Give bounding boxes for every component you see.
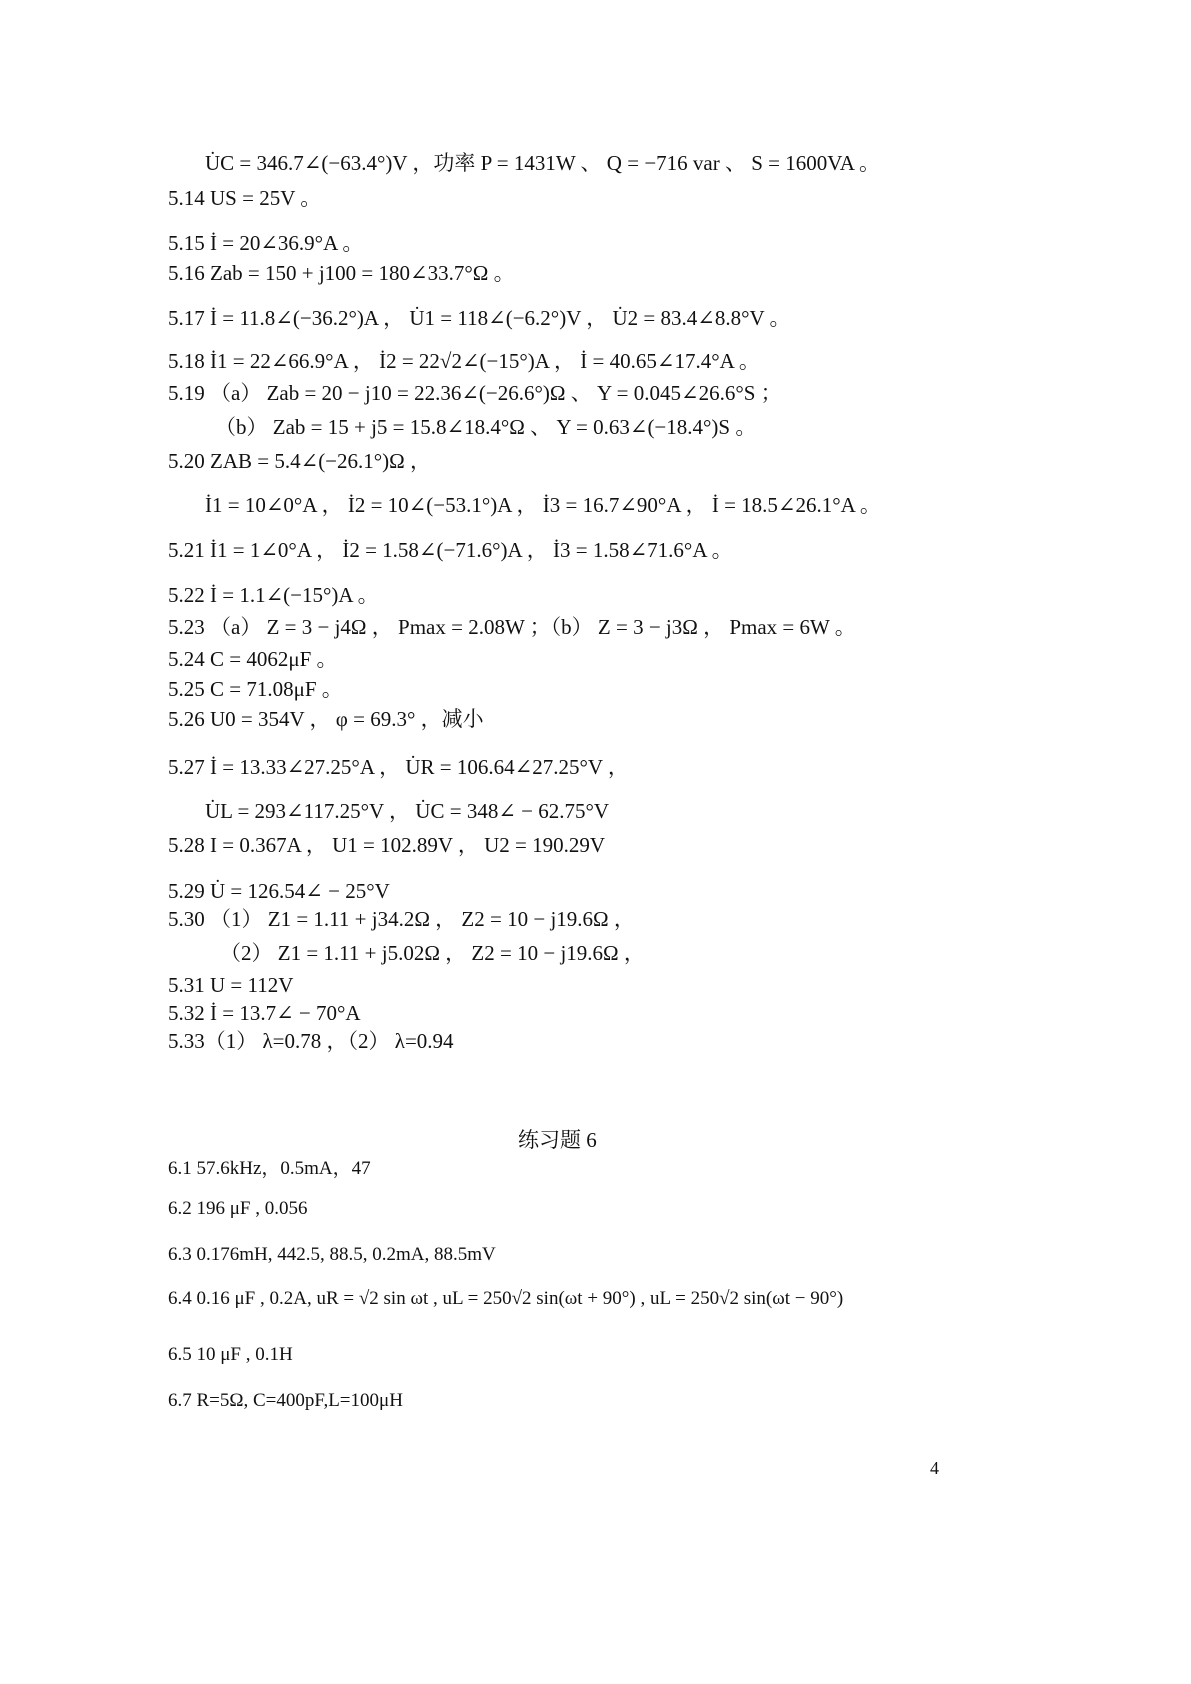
answer-line: 5.27 İ = 13.33∠27.25°A ， U̇R = 106.64∠27.25°V ，: [168, 755, 629, 779]
answer-line: 5.26 U0 = 354V ， φ = 69.3° ，减小: [168, 707, 484, 731]
answer-line: 5.21 İ1 = 1∠0°A ， İ2 = 1.58∠(−71.6°)A ， İ3 = 1.58∠71.6°A 。: [168, 538, 733, 562]
answer-line: 5.22 İ = 1.1∠(−15°)A 。: [168, 583, 379, 607]
answer-line: U̇C = 346.7∠(−63.4°)V ，功率 P = 1431W 、 Q = −716 var 、 S = 1600VA 。: [205, 151, 880, 175]
answer-line: 5.30 （1） Z1 = 1.11 + j34.2Ω ， Z2 = 10 − j19.6Ω ，: [168, 907, 635, 931]
answer-line: 5.16 Zab = 150 + j100 = 180∠33.7°Ω 。: [168, 261, 515, 285]
answer-line: 6.5 10 μF , 0.1H: [168, 1344, 293, 1365]
page-number: 4: [930, 1458, 939, 1478]
answer-line: 6.7 R=5Ω, C=400pF,L=100μH: [168, 1390, 403, 1411]
answer-line: 6.2 196 μF , 0.056: [168, 1198, 308, 1219]
answer-line: 5.19 （a） Zab = 20 − j10 = 22.36∠(−26.6°)Ω 、 Y = 0.045∠26.6°S ；: [168, 381, 782, 405]
answer-line: 6.4 0.16 μF , 0.2A, uR = √2 sin ωt , uL = 250√2 sin(ωt + 90°) , uL = 250√2 sin(ωt − 90°): [168, 1288, 844, 1309]
answer-line: （b） Zab = 15 + j5 = 15.8∠18.4°Ω 、 Y = 0.63∠(−18.4°)S 。: [215, 415, 757, 439]
answer-line: U̇L = 293∠117.25°V ， U̇C = 348∠ − 62.75°V: [205, 799, 610, 823]
answer-line: İ1 = 10∠0°A ， İ2 = 10∠(−53.1°)A ， İ3 = 16.7∠90°A ， İ = 18.5∠26.1°A 。: [205, 493, 881, 517]
answer-line: 5.28 I = 0.367A ， U1 = 102.89V ， U2 = 190.29V: [168, 833, 606, 857]
answer-line: 5.20 ZAB = 5.4∠(−26.1°)Ω ，: [168, 449, 432, 473]
section-title: 练习题 6: [518, 1128, 597, 1152]
answer-line: 5.29 U̇ = 126.54∠ − 25°V: [168, 879, 390, 903]
answer-line: 5.14 US = 25V 。: [168, 186, 322, 210]
answer-line: 6.3 0.176mH, 442.5, 88.5, 0.2mA, 88.5mV: [168, 1244, 496, 1265]
answer-line: 5.15 İ = 20∠36.9°A 。: [168, 231, 364, 255]
answer-line: 5.33（1） λ=0.78 ，（2） λ=0.94: [168, 1029, 454, 1053]
answer-line: 5.31 U = 112V: [168, 973, 294, 997]
answer-line: 5.17 İ = 11.8∠(−36.2°)A ， U̇1 = 118∠(−6.2°)V ， U̇2 = 83.4∠8.8°V 。: [168, 306, 791, 330]
answer-line: 5.18 İ1 = 22∠66.9°A ， İ2 = 22√2∠(−15°)A ， İ = 40.65∠17.4°A 。: [168, 349, 760, 373]
answer-line: 5.24 C = 4062μF 。: [168, 647, 338, 671]
answer-line: 6.1 57.6kHz，0.5mA，47: [168, 1158, 371, 1179]
answer-line: （2） Z1 = 1.11 + j5.02Ω ， Z2 = 10 − j19.6Ω ，: [220, 941, 645, 965]
answer-line: 5.32 İ = 13.7∠ − 70°A: [168, 1001, 361, 1025]
answer-line: 5.25 C = 71.08μF 。: [168, 677, 343, 701]
answer-line: 5.23 （a） Z = 3 − j4Ω ， Pmax = 2.08W ；（b） Z = 3 − j3Ω ， Pmax = 6W 。: [168, 615, 856, 639]
